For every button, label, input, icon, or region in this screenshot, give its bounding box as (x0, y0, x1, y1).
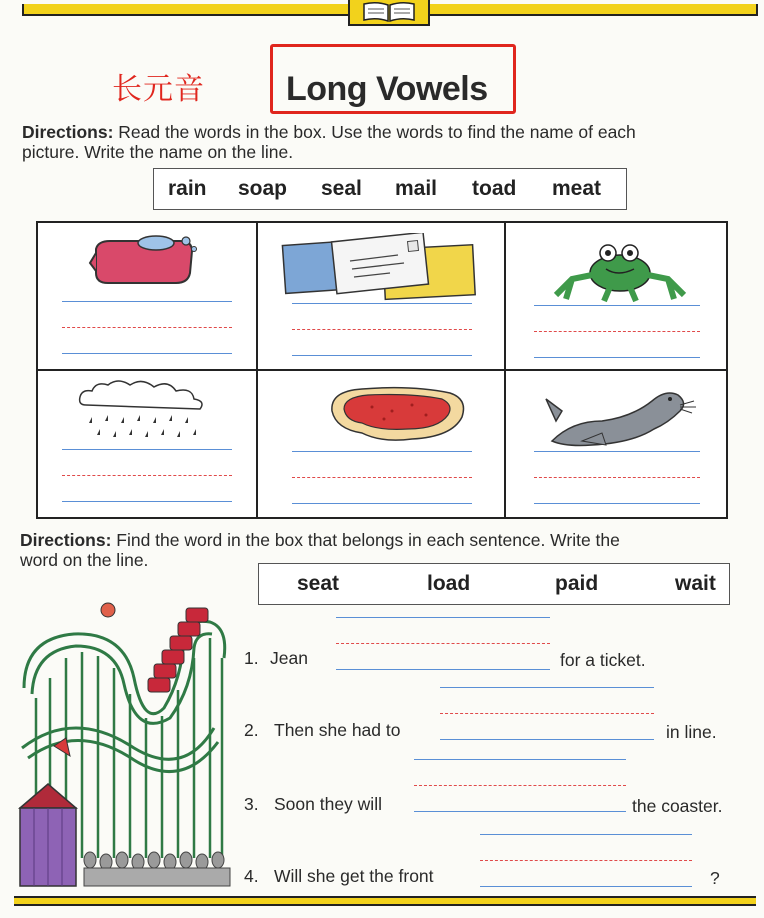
seal-picture (542, 381, 702, 451)
picture-cell-soap (38, 223, 258, 371)
roller-coaster-picture (14, 598, 242, 892)
answer-line-top (534, 451, 700, 452)
s4-answer-line[interactable] (480, 886, 692, 887)
mail-picture (280, 233, 480, 303)
answer-line-base[interactable] (534, 357, 700, 358)
directions-2-text: Find the word in the box that belongs in each sentence. Write the (111, 530, 620, 550)
picture-cell-mail (258, 223, 506, 371)
sentence-2-before: Then she had to (274, 720, 401, 740)
answer-line-top (62, 301, 232, 302)
sentence-4-before: Will she get the front (274, 866, 434, 886)
picture-cell-meat (258, 371, 506, 517)
word-box-2 (258, 563, 730, 605)
s2-line-top (440, 687, 654, 688)
answer-line-top (292, 303, 472, 304)
s1-line-mid (336, 643, 550, 644)
sentence-1-number: 1. (244, 648, 259, 668)
answer-line-base[interactable] (62, 501, 232, 502)
bottom-border (14, 896, 756, 906)
word-seal: seal (321, 177, 362, 200)
picture-cell-rain (38, 371, 258, 517)
word-box-1 (153, 168, 627, 210)
directions-1 (22, 122, 752, 162)
s4-line-mid (480, 860, 692, 861)
answer-line-base[interactable] (292, 503, 472, 504)
directions-2-line2: word on the line. (20, 550, 149, 570)
answer-line-top (62, 449, 232, 450)
word-soap: soap (238, 177, 288, 200)
sentence-3-before: Soon they will (274, 794, 382, 814)
sentence-2-number: 2. (244, 720, 259, 740)
rain-picture (72, 375, 222, 445)
meat-picture (322, 381, 472, 451)
answer-line-mid (534, 331, 700, 332)
word-rain: rain (168, 177, 207, 200)
answer-line-mid (292, 329, 472, 330)
answer-line-mid (62, 475, 232, 476)
s3-line-top (414, 759, 626, 760)
answer-line-base[interactable] (62, 353, 232, 354)
directions-2-line1 (20, 530, 740, 550)
picture-cell-toad (506, 223, 726, 371)
s2-line-mid (440, 713, 654, 714)
s3-answer-line[interactable] (414, 811, 626, 812)
book-tab (348, 0, 430, 26)
directions-1-line2: picture. Write the name on the line. (22, 142, 294, 162)
picture-cell-seal (506, 371, 726, 517)
s1-line-top (336, 617, 550, 618)
chinese-label: 长元音 (112, 73, 205, 106)
answer-line-mid (292, 477, 472, 478)
soap-picture (88, 229, 208, 289)
s3-line-mid (414, 785, 626, 786)
toad-picture (550, 239, 690, 305)
answer-line-mid (534, 477, 700, 478)
sentence-4-number: 4. (244, 866, 259, 886)
s4-line-top (480, 834, 692, 835)
s2-answer-line[interactable] (440, 739, 654, 740)
picture-grid (36, 221, 728, 519)
directions-2-label: Directions: (20, 530, 112, 550)
word-mail: mail (395, 177, 438, 200)
word-wait: wait (675, 572, 716, 595)
word-paid: paid (555, 572, 599, 595)
answer-line-top (534, 305, 700, 306)
sentence-2-after: in line. (666, 722, 717, 742)
word-meat: meat (552, 177, 602, 200)
page-title: Long Vowels (286, 70, 488, 108)
answer-line-top (292, 451, 472, 452)
directions-1-line1 (22, 122, 752, 142)
sentence-4-after: ? (710, 868, 720, 888)
word-toad: toad (472, 177, 517, 200)
answer-line-base[interactable] (292, 355, 472, 356)
word-seat: seat (297, 572, 340, 595)
book-icon (350, 0, 428, 24)
s1-answer-line[interactable] (336, 669, 550, 670)
answer-line-mid (62, 327, 232, 328)
directions-1-text: Read the words in the box. Use the words to find the name of each (113, 122, 636, 142)
sentence-1-after: for a ticket. (560, 650, 646, 670)
word-load: load (427, 572, 471, 595)
sentence-3-after: the coaster. (632, 796, 723, 816)
answer-line-base[interactable] (534, 503, 700, 504)
sentence-3-number: 3. (244, 794, 259, 814)
sentence-1-before: Jean (270, 648, 308, 668)
directions-1-label: Directions: (22, 122, 114, 142)
